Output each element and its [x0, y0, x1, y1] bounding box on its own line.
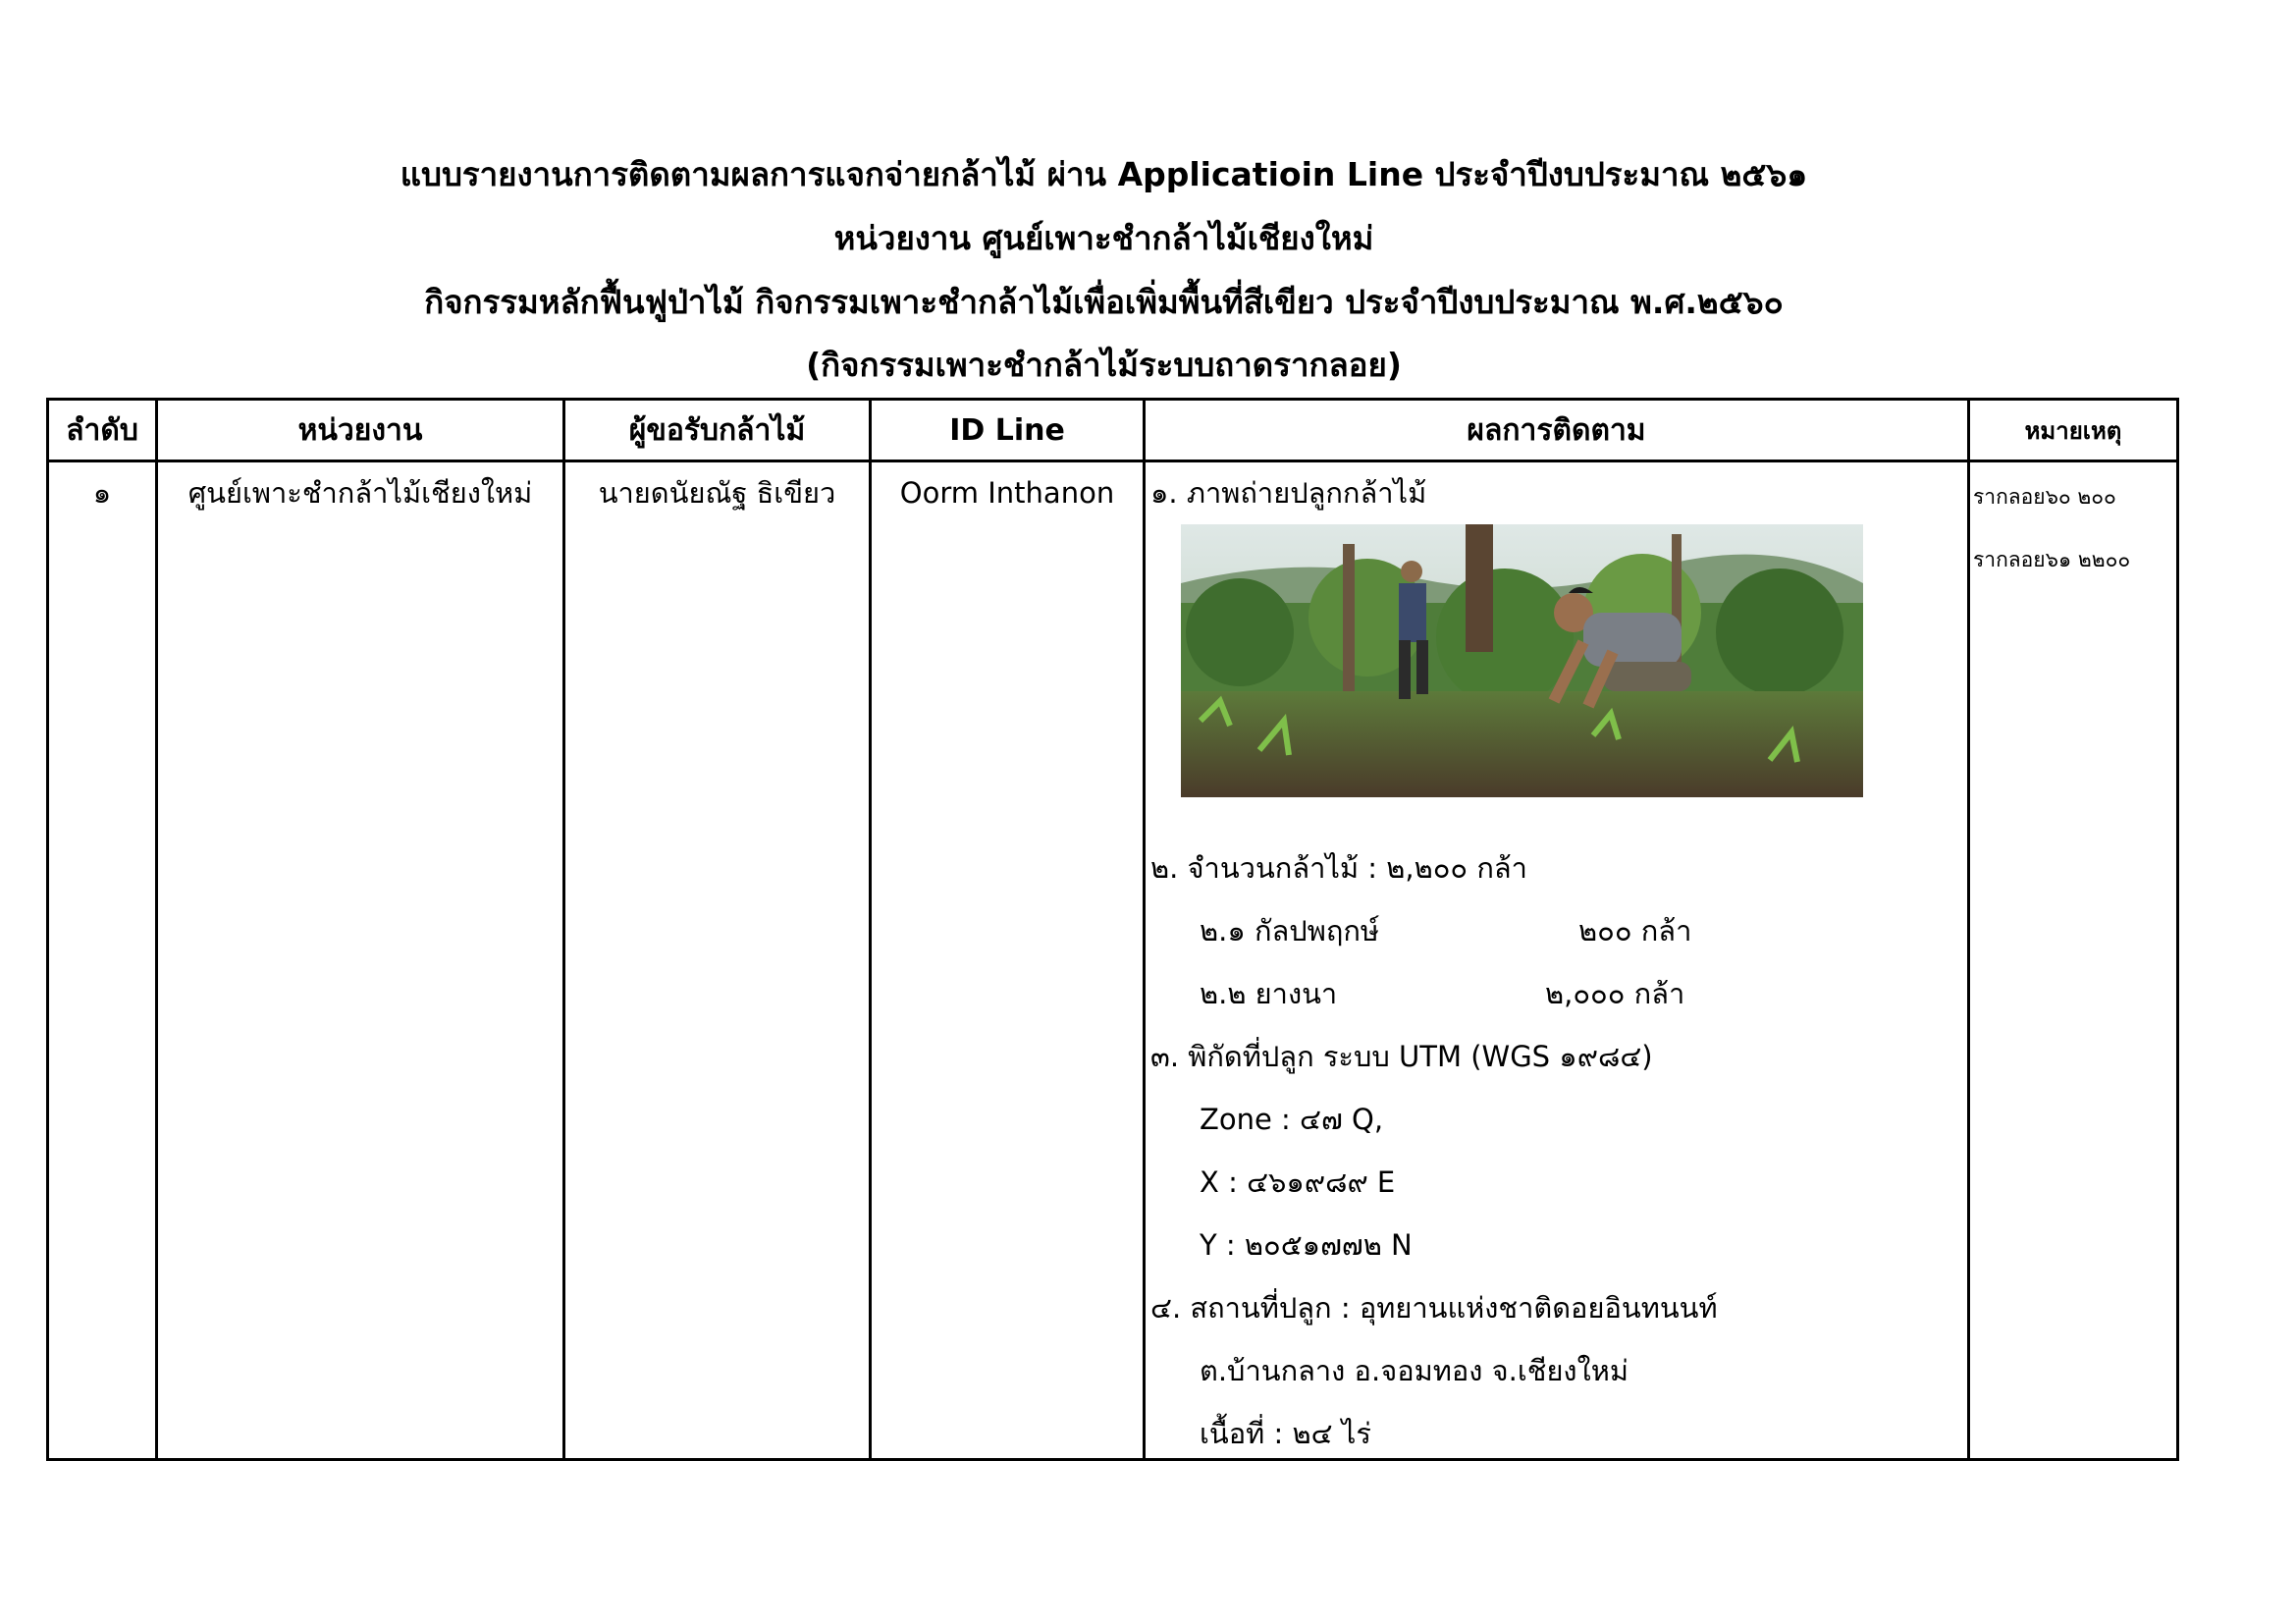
- result-item-quantity: ๒. จำนวนกล้าไม้ : ๒,๒๐๐ กล้า: [1150, 851, 1527, 885]
- agency-title: หน่วยงาน ศูนย์เพาะชำกล้าไม้เชียงใหม่: [833, 219, 1374, 257]
- row-unit: ศูนย์เพาะชำกล้าไม้เชียงใหม่: [187, 476, 533, 510]
- sub-activity-title: (กิจกรรมเพาะชำกล้าไม้ระบบถาดรากลอย): [806, 346, 1402, 384]
- planting-photo: [1181, 524, 1863, 797]
- header-remark: หมายเหตุ: [2024, 417, 2122, 445]
- result-x: X : ๔๖๑๙๘๙ E: [1200, 1165, 1396, 1199]
- result-zone: Zone : ๔๗ Q,: [1200, 1103, 1384, 1136]
- result-item-coordinates: ๓. พิกัดที่ปลูก ระบบ UTM (WGS ๑๙๘๔): [1150, 1040, 1653, 1073]
- result-item-species-2-qty: ๒,๐๐๐ กล้า: [1545, 977, 1685, 1010]
- activity-title: กิจกรรมหลักฟื้นฟูป่าไม้ กิจกรรมเพาะชำกล้าไม้เพื่อเพิ่มพื้นที่สีเขียว ประจำปีงบประมาณ พ.ศ.๒๕๖๐: [424, 283, 1784, 321]
- column-divider: [1143, 398, 1146, 1461]
- result-y: Y : ๒๐๕๑๗๗๒ N: [1200, 1228, 1413, 1262]
- report-title: แบบรายงานการติดตามผลการแจกจ่ายกล้าไม้ ผ่าน Applicatioin Line ประจำปีงบประมาณ ๒๕๖๑: [400, 155, 1808, 193]
- column-divider: [869, 398, 872, 1461]
- row-order: ๑: [92, 476, 112, 510]
- remark-line: รากลอย๖๐ ๒๐๐: [1973, 485, 2116, 509]
- header-result: ผลการติดตาม: [1467, 413, 1646, 448]
- result-location-detail: ต.บ้านกลาง อ.จอมทอง จ.เชียงใหม่: [1200, 1354, 1629, 1387]
- header-recipient: ผู้ขอรับกล้าไม้: [628, 413, 806, 448]
- result-item-photo-label: ๑. ภาพถ่ายปลูกกล้าไม้: [1150, 476, 1427, 510]
- column-divider: [562, 398, 565, 1461]
- row-recipient: นายดนัยณัฐ ธิเขียว: [598, 476, 836, 510]
- header-id-line: ID Line: [949, 413, 1065, 448]
- result-item-species-1: ๒.๑ กัลปพฤกษ์: [1200, 914, 1380, 947]
- column-divider: [155, 398, 158, 1461]
- table-header-divider: [46, 460, 2179, 462]
- column-divider: [1967, 398, 1970, 1461]
- result-item-location: ๔. สถานที่ปลูก : อุทยานแห่งชาติดอยอินทนนท์: [1150, 1291, 1718, 1325]
- header-order: ลำดับ: [66, 413, 138, 448]
- result-item-species-1-qty: ๒๐๐ กล้า: [1578, 914, 1692, 947]
- row-id-line: Oorm Inthanon: [899, 476, 1115, 510]
- remark-line: รากลอย๖๑ ๒๒๐๐: [1973, 548, 2131, 571]
- header-unit: หน่วยงาน: [297, 413, 423, 448]
- result-item-species-2: ๒.๒ ยางนา: [1200, 977, 1338, 1010]
- result-area: เนื้อที่ : ๒๔ ไร่: [1200, 1417, 1371, 1450]
